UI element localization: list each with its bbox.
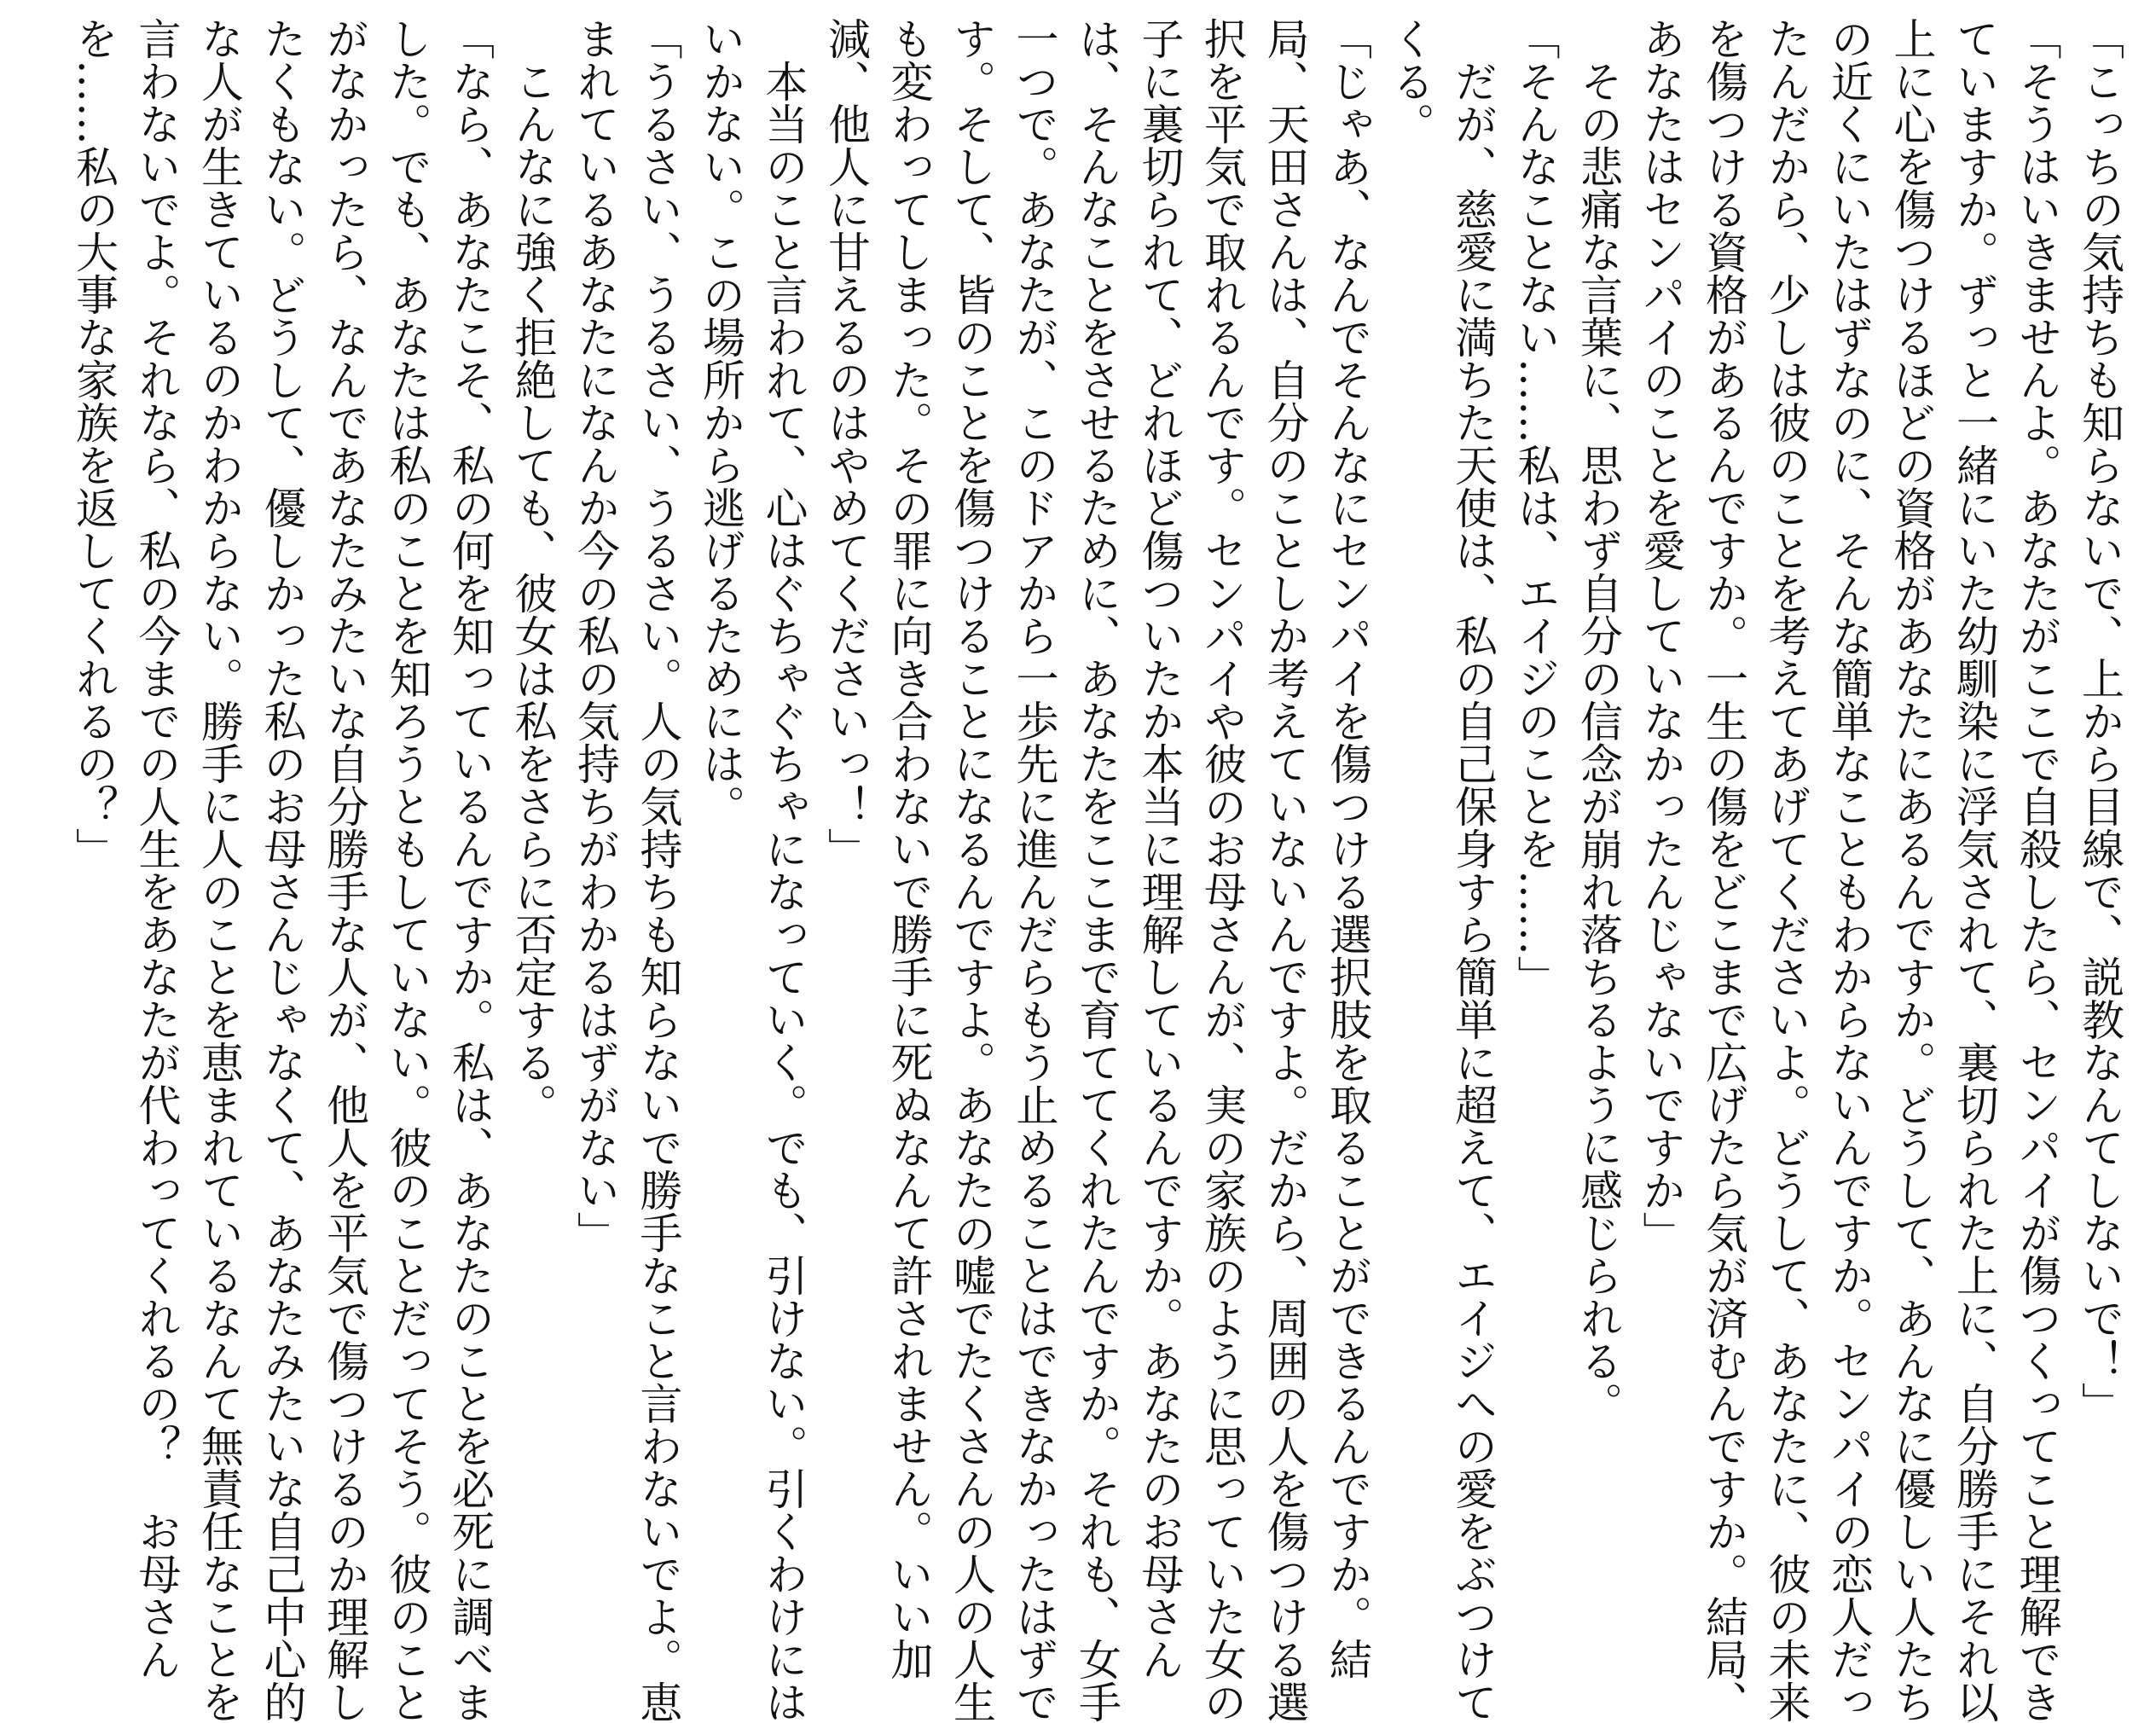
text-line: だが、慈愛に満ちた天使は、私の自己保身すら簡単に超えて、エイジへの愛をぶつけて [1448, 60, 1498, 1723]
text-line: 「うるさい、うるさい、うるさい。人の気持ちも知らないで勝手なこと言わないでよ。恵 [633, 17, 683, 1723]
text-line: あなたはセンパイのことを愛していなかったんじゃないですか」 [1636, 17, 1686, 1254]
text-line: 言わないでよ。それなら、私の今までの人生をあなたが代わってくれるの？ お母さん [131, 17, 182, 1680]
text-line: を……私の大事な家族を返してくれるの？」 [69, 17, 119, 870]
text-line: 本当のこと言われて、心はぐちゃぐちゃになっていく。でも、引けない。引くわけには [758, 60, 808, 1723]
vertical-text-body [62, 17, 2131, 1723]
text-line: くる。 [1385, 17, 1435, 145]
text-line: まれているあなたになんか今の私の気持ちがわかるはずがない」 [571, 17, 620, 1254]
text-line: 「こっちの気持ちも知らないで、上から目線で、説教なんてしないで！」 [2075, 17, 2124, 1424]
text-line: たんだから、少しは彼のことを考えてあげてくださいよ。どうして、あなたに、彼の未来 [1761, 17, 1811, 1723]
text-line: 「なら、あなたこそ、私の何を知っているんですか。私は、あなたのことを必死に調べま [445, 17, 495, 1723]
text-line: がなかったら、なんであなたみたいな自分勝手な人が、他人を平気で傷つけるのか理解し [320, 17, 369, 1723]
text-line: の近くにいたはずなのに、そんな簡単なこともわからないんですか。センパイの恋人だっ [1824, 17, 1874, 1723]
text-line: こんなに強く拒絶しても、彼女は私をさらに否定する。 [507, 60, 558, 1126]
text-line: 「じゃあ、なんでそんなにセンパイを傷つける選択肢を取ることができるんですか。結 [1323, 17, 1372, 1680]
text-line: は、そんなことをさせるために、あなたをここまで育ててくれたんですか。それも、女手 [1072, 17, 1121, 1723]
text-line: ていますか。ずっと一緒にいた幼馴染に浮気されて、裏切られた上に、自分勝手にそれ以 [1950, 17, 1999, 1723]
text-line: した。でも、あなたは私のことを知ろうともしていない。彼のことだってそう。彼のこと [382, 17, 432, 1723]
text-line: いかない。この場所から逃げるためには。 [696, 17, 745, 827]
text-line: を傷つける資格があるんですか。一生の傷をどこまで広げたら気が済むんですか。結局、 [1699, 17, 1748, 1723]
text-line: な人が生きているのかわからない。勝手に人のことを恵まれているなんて無責任なことを [194, 17, 244, 1723]
text-line: 択を平気で取れるんです。センパイや彼のお母さんが、実の家族のように思っていた女の [1197, 17, 1247, 1723]
text-line: 一つで。あなたが、このドアから一歩先に進んだらもう止めることはできなかったはずで [1009, 17, 1059, 1723]
text-line: 上に心を傷つけるほどの資格があなたにあるんですか。どうして、あんなに優しい人たち [1886, 17, 1937, 1723]
text-line: 「そんなことない……私は、エイジのことを……」 [1510, 17, 1561, 998]
text-line: 子に裏切られて、どれほど傷ついたか本当に理解しているんですか。あなたのお母さん [1134, 17, 1185, 1680]
text-line: たくもない。どうして、優しかった私のお母さんじゃなくて、あなたみたいな自己中心的 [257, 17, 307, 1723]
text-line: す。そして、皆のことを傷つけることになるんですよ。あなたの嘘でたくさんの人の人生 [947, 17, 996, 1723]
text-line: 「そうはいきませんよ。あなたがここで自殺したら、センパイが傷つくってこと理解でき [2012, 17, 2062, 1723]
text-line: も変わってしまった。その罪に向き合わないで勝手に死ぬなんて許されません。いい加 [884, 17, 934, 1680]
text-line: 減、他人に甘えるのはやめてくださいっ！」 [821, 17, 871, 870]
text-line: その悲痛な言葉に、思わず自分の信念が崩れ落ちるように感じられる。 [1574, 60, 1623, 1424]
text-line: 局、天田さんは、自分のことしか考えていないんですよ。だから、周囲の人を傷つける選 [1260, 17, 1310, 1723]
